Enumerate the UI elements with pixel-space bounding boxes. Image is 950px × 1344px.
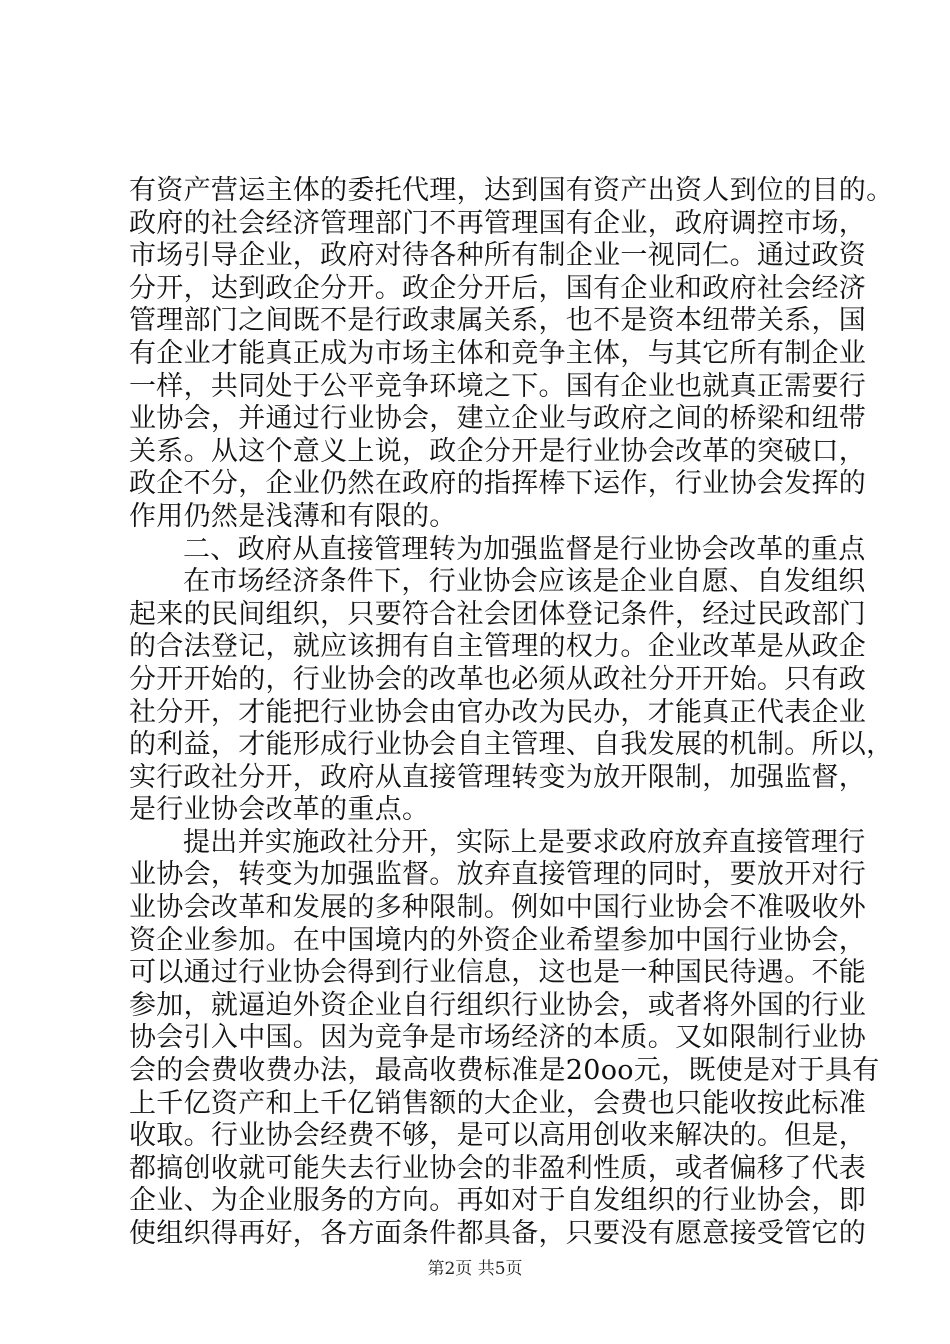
text-line: 作用仍然是浅薄和有限的。 xyxy=(129,500,457,532)
text-line: 在市场经济条件下，行业协会应该是企业自愿、自发组织 xyxy=(183,566,866,598)
body-text xyxy=(129,175,894,1251)
text-line: 起来的民间组织，只要符合社会团体登记条件，经过民政部门 xyxy=(129,598,867,630)
text-line: 业协会，并通过行业协会，建立企业与政府之间的桥梁和纽带 xyxy=(129,403,867,435)
text-line: 会的会费收费办法，最高收费标准是20oo元，既使是对于具有 xyxy=(129,1055,880,1087)
text-line: 管理部门之间既不是行政隶属关系，也不是资本纽带关系，国 xyxy=(129,305,867,337)
text-line: 收取。行业协会经费不够，是可以高用创收来解决的。但是， xyxy=(129,1120,867,1152)
text-line: 分开开始的，行业协会的改革也必须从政社分开开始。只有政 xyxy=(129,663,867,695)
text-line: 使组织得再好，各方面条件都具备，只要没有愿意接受管它的 xyxy=(129,1218,867,1249)
text-line: 协会引入中国。因为竞争是市场经济的本质。又如限制行业协 xyxy=(129,1022,867,1054)
text-line: 业协会，转变为加强监督。放弃直接管理的同时，要放开对行 xyxy=(129,859,867,891)
text-line: 分开，达到政企分开。政企分开后，国有企业和政府社会经济 xyxy=(129,272,867,304)
text-line: 政府的社会经济管理部门不再管理国有企业，政府调控市场， xyxy=(129,207,867,239)
text-line: 政企不分，企业仍然在政府的指挥棒下运作，行业协会发挥的 xyxy=(129,468,867,500)
text-line: 有资产营运主体的委托代理，达到国有资产出资人到位的目的。 xyxy=(129,175,894,206)
text-line: 参加，就逼迫外资企业自行组织行业协会，或者将外国的行业 xyxy=(129,989,867,1021)
text-line: 都搞创收就可能失去行业协会的非盈利性质，或者偏移了代表 xyxy=(129,1152,867,1184)
text-line: 有企业才能真正成为市场主体和竞争主体，与其它所有制企业 xyxy=(129,337,867,369)
text-line: 二、政府从直接管理转为加强监督是行业协会改革的重点 xyxy=(183,533,866,565)
text-line: 的利益，才能形成行业协会自主管理、自我发展的机制。所以， xyxy=(129,729,894,761)
text-line: 可以通过行业协会得到行业信息，这也是一种国民待遇。不能 xyxy=(129,957,867,989)
text-line: 市场引导企业，政府对待各种所有制企业一视同仁。通过政资 xyxy=(129,240,867,272)
text-line: 关系。从这个意义上说，政企分开是行业协会改革的突破口， xyxy=(129,435,867,467)
text-line: 业协会改革和发展的多种限制。例如中国行业协会不准吸收外 xyxy=(129,892,867,924)
text-line: 社分开，才能把行业协会由官办改为民办，才能真正代表企业 xyxy=(129,696,867,728)
text-line: 企业、为企业服务的方向。再如对于自发组织的行业协会，即 xyxy=(129,1185,867,1217)
text-line: 实行政社分开，政府从直接管理转变为放开限制，加强监督， xyxy=(129,761,867,793)
text-line: 资企业参加。在中国境内的外资企业希望参加中国行业协会， xyxy=(129,924,867,956)
text-line: 提出并实施政社分开，实际上是要求政府放弃直接管理行 xyxy=(183,826,866,858)
text-line: 上千亿资产和上千亿销售额的大企业，会费也只能收按此标准 xyxy=(129,1087,867,1119)
text-line: 是行业协会改革的重点。 xyxy=(129,794,430,826)
text-line: 的合法登记，就应该拥有自主管理的权力。企业改革是从政企 xyxy=(129,631,867,663)
page-footer: 第2页 共5页 xyxy=(427,1259,523,1279)
text-line: 一样，共同处于公平竞争环境之下。国有企业也就真正需要行 xyxy=(129,370,867,402)
